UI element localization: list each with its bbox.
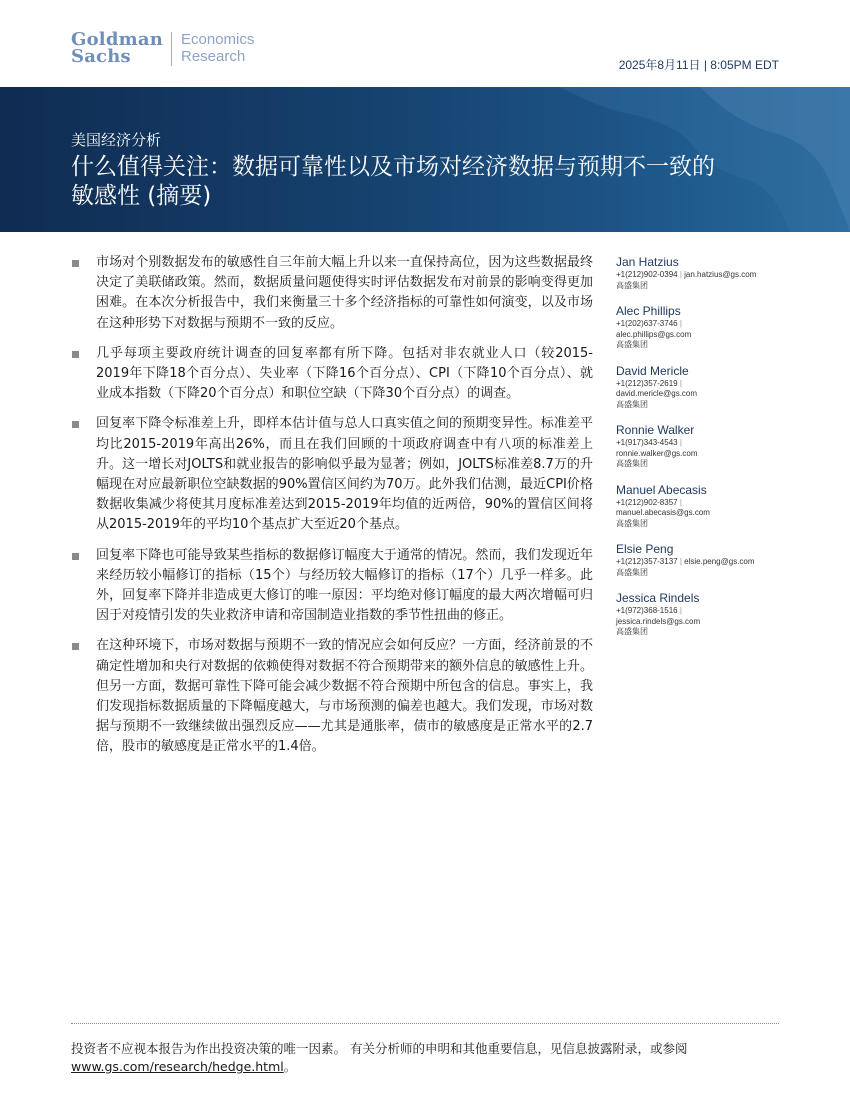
author-org: 高盛集团 (616, 518, 648, 528)
author-name: Jan Hatzius (616, 255, 679, 269)
logo-line-economics: Economics (181, 31, 255, 48)
author-card (616, 542, 786, 578)
author-card (616, 304, 786, 351)
author-phone: +1(202)637-3746 | (616, 319, 682, 328)
author-email[interactable]: david.mericle@gs.com (616, 389, 698, 398)
disclosure-text: 投资者不应视本报告为作出投资决策的唯一因素。 有关分析师的申明和其他重要信息，见信息披露附录，或参阅 (71, 1041, 688, 1056)
logo-wordmark (71, 31, 163, 65)
author-name: David Mericle (616, 363, 689, 378)
author-email[interactable]: jessica.rindels@gs.com (616, 616, 701, 626)
author-name: Manuel Abecasis (616, 482, 707, 497)
author-email[interactable]: jan.hatzius@gs.com (684, 270, 757, 279)
author-name: Elsie Peng (616, 542, 674, 556)
bullet-square-icon (72, 421, 79, 428)
logo-division (181, 31, 254, 65)
author-email[interactable]: elsie.peng@gs.com (684, 557, 755, 566)
author-org: 高盛集团 (616, 340, 648, 349)
title-banner (0, 87, 850, 232)
bullet-3 (71, 414, 593, 535)
bullet-text: 回复率下降令标准差上升，即样本估计值与总人口真实值之间的预期变异性。标准差平均比2015-2019年高出26%，而且在我们回顾的十项政府调查中有八项的标准差上升。这一增长对JOLTS和就业报告的影响似乎最为显著；例如，JOLTS标准差8.7万的升幅现在对应最新职位空缺数据的90%置信区间约为70万。此外我们估测，最近CPI价格数据收集减少将使其月度标准差达到2015-2019年均值的近两倍，90%的置信区间将从2015-2019年的平均10个基点扩大至近20个基点。 (96, 416, 593, 533)
bullet-2 (71, 344, 593, 405)
author-org: 高盛集团 (616, 567, 648, 577)
bullet-square-icon (72, 351, 79, 358)
logo-divider (171, 32, 172, 66)
author-phone: +1(212)902-8357 | (616, 497, 682, 507)
bullet-1 (71, 253, 593, 334)
author-phone: +1(972)368-1516 | (616, 606, 682, 615)
author-org: 高盛集团 (616, 459, 648, 468)
bullet-4 (71, 546, 593, 627)
bullet-text: 在这种环境下，市场对数据与预期不一致的情况应会如何反应？一方面，经济前景的不确定性增加和央行对数据的依赖使得对数据不符合预期带来的额外信息的敏感性上升。但另一方面，数据可靠性下降可能会减少数据不符合预期中所包含的信息。事实上，我们发现指标数据质量的下降幅度越大，与市场预测的偏差也越大。我们发现，市场对数据与预期不一致继续做出强烈反应——尤其是通胀率，债市的敏感度是正常水平的2.7倍，股市的敏感度是正常水平的1.4倍。 (96, 638, 593, 755)
disclosure-footer (71, 1040, 779, 1076)
author-email[interactable]: ronnie.walker@gs.com (616, 448, 698, 458)
summary-bullets (71, 253, 593, 768)
report-title: 什么值得关注：数据可靠性以及市场对经济数据与预期不一致的敏感性 (摘要) (71, 154, 715, 209)
author-card (616, 364, 786, 411)
bullet-5 (71, 636, 593, 757)
bullet-text: 市场对个别数据发布的敏感性自三年前大幅上升以来一直保持高位，因为这些数据最终决定了美联储政策。然而，数据质量问题使得实时评估数据发布对前景的影响变得更加困难。在本次分析报告中，我们来衡量三十多个经济指标的可靠性如何演变，以及市场在这种形势下对数据与预期不一致的反应。 (96, 255, 593, 331)
author-card (616, 591, 786, 638)
author-phone: +1(212)357-2619 | (616, 378, 682, 388)
author-card (616, 255, 786, 291)
footer-divider (71, 1023, 779, 1024)
bullet-square-icon (72, 553, 79, 560)
report-dateline: 2025年8月11日 | 8:05PM EDT (618, 58, 779, 72)
logo-line-sachs: Sachs (71, 46, 131, 67)
author-name: Alec Phillips (616, 304, 681, 318)
author-org: 高盛集团 (616, 399, 648, 409)
bullet-square-icon (72, 643, 79, 650)
author-email[interactable]: manuel.abecasis@gs.com (616, 508, 710, 517)
bullet-square-icon (72, 260, 79, 267)
report-series-label: 美国经济分析 (71, 131, 162, 149)
author-org: 高盛集团 (616, 280, 648, 290)
author-name: Jessica Rindels (616, 591, 700, 605)
author-email[interactable]: alec.phillips@gs.com (616, 329, 692, 339)
logo-line-goldman: Goldman (71, 29, 163, 50)
bullet-text: 几乎每项主要政府统计调查的回复率都有所下降。包括对非农就业人口（较2015-2019年下降18个百分点）、失业率（下降16个百分点）、CPI（下降10个百分点）、就业成本指数（下降20个百分点）和职位空缺（下降30个百分点）的调查。 (96, 345, 593, 402)
author-phone: +1(917)343-4543 | (616, 438, 682, 447)
author-phone: +1(212)357-3137 (616, 557, 678, 566)
bullet-text: 回复率下降也可能导致某些指标的数据修订幅度大于通常的情况。然而，我们发现近年来经历较小幅修订的指标（15个）与经历较大幅修订的指标（17个）几乎一样多。此外，回复率下降并非造成更大修订的唯一原因：平均绝对修订幅度的最大两次增幅可归因于对疫情引发的失业救济申请和帝国制造业指数的季节性扭曲的修正。 (96, 547, 593, 624)
goldman-sachs-logo (71, 31, 254, 66)
disclosure-suffix: 。 (283, 1059, 297, 1074)
author-contact: +1(212)357-3137 | elsie.peng@gs.com (616, 557, 755, 566)
author-name: Ronnie Walker (616, 423, 695, 437)
author-card (616, 483, 786, 530)
author-list (616, 255, 786, 651)
author-phone: +1(212)902-0394 (616, 270, 678, 279)
disclosure-link[interactable]: www.gs.com/research/hedge.html (71, 1059, 284, 1074)
author-contact: +1(212)902-0394 | jan.hatzius@gs.com (616, 270, 757, 279)
author-org: 高盛集团 (616, 627, 648, 636)
logo-line-research: Research (181, 48, 246, 65)
author-card (616, 423, 786, 470)
